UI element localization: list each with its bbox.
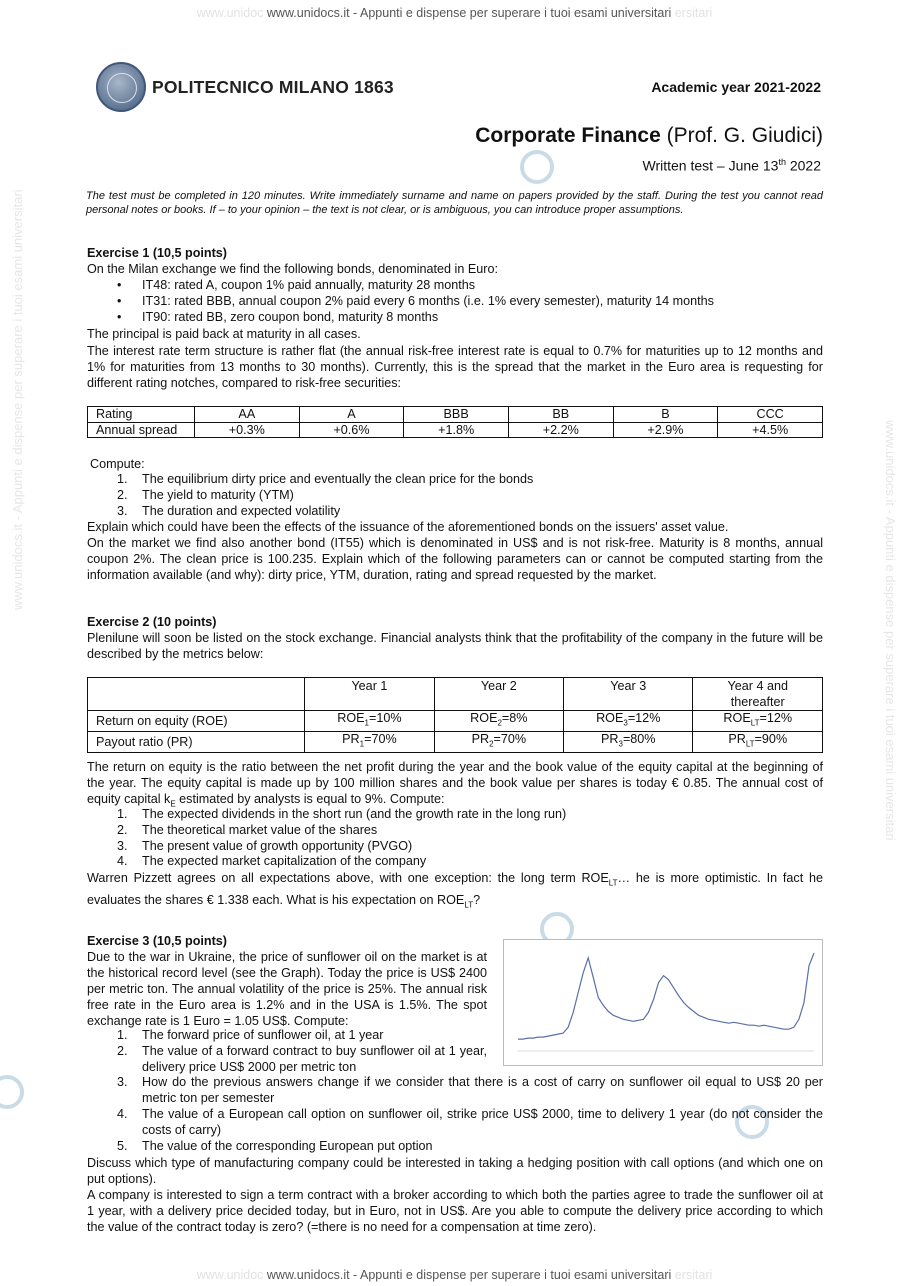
task-text: The expected market capitalization of the company (142, 854, 427, 869)
top-banner (0, 6, 909, 20)
exercise-2-tasks (117, 807, 566, 870)
list-item: 4. The expected market capitalization of the company (117, 854, 427, 869)
university-seal-icon (96, 62, 146, 112)
table-header: Year 1 (305, 678, 434, 711)
body-text: The return on equity is the ratio between the net profit during the year and the book value of the equity capital at the beginning of the year. The equity capital is made up by 100 million shares and the book value per shares is today € 0.85. The annual cost of equity capital k (87, 760, 823, 806)
table-cell (305, 732, 434, 753)
cell-text: ROE (470, 711, 498, 725)
table-cell (305, 711, 434, 732)
table-cell: +2.9% (613, 422, 718, 438)
table-cell: Rating (88, 407, 195, 423)
list-item: • IT48: rated A, coupon 1% paid annually, maturity 28 months (117, 277, 714, 293)
list-item: • IT90: rated BB, zero coupon bond, maturity 8 months (117, 309, 714, 325)
list-item: 4. The value of a European call option on sunflower oil, strike price US$ 2000, time to delivery 1 year (do not consider the costs of carry) (117, 1106, 823, 1137)
body-text: Warren Pizzett agrees on all expectations above, with one exception: the long term ROE (87, 871, 609, 885)
table-cell: +1.8% (404, 422, 509, 438)
table-cell (434, 732, 563, 753)
side-watermark-left: www.unidocs.it - Appunti e dispense per superare i tuoi esami universitari (10, 189, 25, 610)
exercise-2-warren (87, 870, 823, 913)
task-text: The present value of growth opportunity (PVGO) (142, 838, 413, 853)
university-logo (96, 62, 394, 112)
exercise-3-title: Exercise 3 (10,5 points) (87, 934, 227, 948)
table-cell: B (613, 407, 718, 423)
cell-text: =10% (369, 711, 402, 725)
table-row (88, 732, 823, 753)
body-sub: E (170, 799, 176, 809)
table-cell (693, 711, 823, 732)
list-item: 1. The forward price of sunflower oil, at 1 year (117, 1028, 384, 1042)
table-cell: +4.5% (718, 422, 823, 438)
spread-table (87, 406, 823, 438)
table-cell: Annual spread (88, 422, 195, 438)
cell-text: =70% (493, 732, 527, 747)
task-text: The theoretical market value of the shares (142, 822, 378, 837)
task-text: The value of the corresponding European put option (142, 1138, 433, 1153)
task-text: The expected dividends in the short run (and the growth rate in the long run) (142, 807, 567, 821)
table-header: Year 3 (564, 678, 693, 711)
table-cell: CCC (718, 407, 823, 423)
banner-ghost-right: ersitari (674, 1268, 713, 1282)
list-item: • IT31: rated BBB, annual coupon 2% paid every 6 months (i.e. 1% every semester), maturity 14 months (117, 293, 714, 309)
banner-ghost-left: www.unidoc (196, 1268, 264, 1282)
banner-text: www.unidocs.it - Appunti e dispense per superare i tuoi esami universitari (266, 6, 672, 20)
table-header: Year 2 (434, 678, 563, 711)
watermark-logo-icon (520, 150, 554, 184)
list-item: 2. The yield to maturity (YTM) (117, 487, 294, 502)
task-text: The equilibrium dirty price and eventually the clean price for the bonds (142, 472, 534, 486)
list-item: 2. The theoretical market value of the shares (117, 822, 378, 837)
exercise-1-rates: The interest rate term structure is rather flat (the annual risk-free interest rate is equal to 0.7% for maturities up to 12 months and 1% for maturities from 13 months to 30 months). Currently, this is the spread that the market in the Euro area is requesting for different rating notches, compared to risk-free securities: (87, 344, 823, 390)
table-cell (564, 732, 693, 753)
banner-text: www.unidocs.it - Appunti e dispense per superare i tuoi esami universitari (266, 1268, 672, 1282)
table-cell (693, 732, 823, 753)
exercise-1-intro: On the Milan exchange we find the following bonds, denominated in Euro: (87, 262, 498, 276)
banner-ghost-left: www.unidoc (196, 6, 264, 20)
exercise-1-tasks (117, 472, 533, 519)
body-text: estimated by analysts is equal to 9%. Compute: (175, 792, 445, 806)
exercise-3-discuss: Discuss which type of manufacturing company could be interested in taking a hedging position with call options (and which one on put options). (87, 1156, 823, 1186)
table-cell (564, 711, 693, 732)
cell-text: =12% (759, 711, 793, 725)
cell-text: =90% (754, 732, 788, 747)
body-sub: LT (608, 878, 618, 888)
exercise-2-intro: Plenilune will soon be listed on the stock exchange. Financial analysts think that the profitability of the company in the future will be described by the metrics below: (87, 631, 823, 661)
table-cell: BBB (404, 407, 509, 423)
cell-text: =70% (364, 732, 397, 747)
task-text: The value of a European call option on sunflower oil, strike price US$ 2000, time to delivery 1 year (do not consider the costs of carry) (142, 1106, 823, 1137)
cell-text: PR (342, 732, 360, 747)
task-text: The yield to maturity (YTM) (142, 487, 294, 502)
profitability-table (87, 677, 823, 753)
cell-sub: 1 (359, 739, 365, 749)
table-header: Year 4 and thereafter (693, 678, 823, 711)
cell-sub: 3 (618, 739, 623, 749)
cell-text: PR (600, 732, 619, 747)
body-text: ? (473, 892, 481, 907)
cell-sub: LT (750, 718, 760, 728)
course-title-line (475, 124, 823, 148)
exercise-2-title: Exercise 2 (10 points) (87, 615, 217, 629)
task-text: The value of a forward contract to buy sunflower oil at 1 year, delivery price US$ 2000 per metric ton (142, 1043, 487, 1074)
cell-sub: 2 (497, 718, 502, 728)
cell-text: =80% (622, 732, 656, 747)
bottom-banner (0, 1268, 909, 1282)
cell-sub: 1 (364, 718, 369, 728)
cell-text: ROE (337, 711, 365, 725)
cell-text: ROE (723, 711, 751, 725)
table-cell: AA (195, 407, 300, 423)
cell-text: =12% (627, 711, 661, 725)
instructions: The test must be completed in 120 minutes. Write immediately surname and name on papers provided by the staff. During the test you cannot read personal notes or books. If – to your opinion – the text is not clear, or is ambiguous, you can introduce proper assumptions. (86, 190, 823, 216)
table-row (88, 678, 823, 711)
cell-text: ROE (596, 711, 624, 725)
cell-text: PR (471, 732, 490, 747)
table-cell: +0.6% (299, 422, 404, 438)
exercise-1-principal: The principal is paid back at maturity in all cases. (87, 327, 361, 341)
cell-text: PR (728, 732, 746, 747)
watermark-logo-icon (0, 1075, 24, 1109)
course-title: Corporate Finance (475, 124, 661, 147)
task-text: The duration and expected volatility (142, 503, 341, 518)
table-cell: BB (508, 407, 613, 423)
exercise-1-explain: Explain which could have been the effects of the issuance of the aforementioned bonds on the issuers' asset value. (87, 520, 729, 534)
test-date-text: Written test – June 13 (642, 157, 779, 174)
list-item: 3. The duration and expected volatility (117, 503, 341, 518)
logo-text: POLITECNICO MILANO 1863 (152, 76, 394, 97)
table-row (88, 711, 823, 732)
exercise-3-intro: Due to the war in Ukraine, the price of sunflower oil on the market is at the historical record level (see the Graph). Today the price is US$ 2400 per metric ton. The annual volatility of the price is 25%. The annual risk free rate in the Euro area is 1.2% and in the USA is 1.5%. The spot exchange rate is 1 Euro = 1.05 US$. Compute: (87, 950, 487, 1028)
table-cell: Return on equity (ROE) (88, 711, 305, 732)
banner-ghost-right: ersitari (674, 6, 713, 20)
list-item: 5. The value of the corresponding European put option (117, 1138, 433, 1153)
table-row (88, 407, 823, 423)
cell-text: =8% (501, 711, 528, 725)
list-item: 1. The equilibrium dirty price and eventually the clean price for the bonds (117, 472, 534, 486)
body-text: … he is more optimistic. In fact he evaluates the shares € 1.338 each. What is his expectation on ROE (87, 871, 823, 907)
list-item: 3. How do the previous answers change if we consider that there is a cost of carry on sunflower oil equal to US$ 20 per metric ton per semester (117, 1075, 823, 1106)
professor: (Prof. G. Giudici) (666, 124, 823, 147)
table-cell (434, 711, 563, 732)
cell-sub: 2 (489, 739, 494, 749)
exercise-2-body (87, 759, 823, 813)
body-sub: LT (464, 900, 474, 910)
table-cell: A (299, 407, 404, 423)
table-row (88, 422, 823, 438)
table-cell: +2.2% (508, 422, 613, 438)
exercise-1-bond-list (117, 277, 714, 325)
cell-sub: 3 (623, 718, 628, 728)
table-cell: +0.3% (195, 422, 300, 438)
test-date-year: 2022 (785, 157, 821, 174)
task-text: The forward price of sunflower oil, at 1 year (142, 1028, 384, 1042)
exercise-1-title: Exercise 1 (10,5 points) (87, 246, 227, 260)
exercise-3-tasks (117, 1028, 823, 1154)
table-cell (88, 678, 305, 711)
exercise-3-contract: A company is interested to sign a term contract with a broker according to which both the parties agree to trade the sunflower oil at 1 year, with a delivery price decided today, but in Euro, not in US$. Are you able to compute the delivery price according to which the value of the contract today is zero? (=there is no need for a compensation at time zero). (87, 1188, 823, 1234)
table-cell: Payout ratio (PR) (88, 732, 305, 753)
exercise-1-it55: On the market we find also another bond (IT55) which is denominated in US$ and is not risk-free. Maturity is 8 months, annual coupon 2%. The clean price is 100.235. Explain which of the following parameters can or cannot be computed starting from the information available (and why): dirty price, YTM, duration, rating and spread requested by the market. (87, 536, 823, 582)
list-item: 1. The expected dividends in the short run (and the growth rate in the long run) (117, 807, 567, 821)
list-item: 2. The value of a forward contract to buy sunflower oil at 1 year, delivery price US$ 2000 per metric ton (117, 1043, 487, 1074)
list-item: 3. The present value of growth opportunity (PVGO) (117, 838, 413, 853)
task-text: How do the previous answers change if we consider that there is a cost of carry on sunflower oil equal to US$ 20 per metric ton per semester (142, 1075, 823, 1106)
side-watermark-right: www.unidocs.it - Appunti e dispense per superare i tuoi esami universitari (883, 420, 898, 841)
test-date (643, 157, 822, 174)
series-line (518, 953, 814, 1039)
test-date-sup: th (778, 157, 786, 167)
academic-year: Academic year 2021-2022 (651, 79, 821, 95)
cell-sub: LT (745, 739, 755, 749)
exercise-1-compute: Compute: (90, 457, 145, 471)
